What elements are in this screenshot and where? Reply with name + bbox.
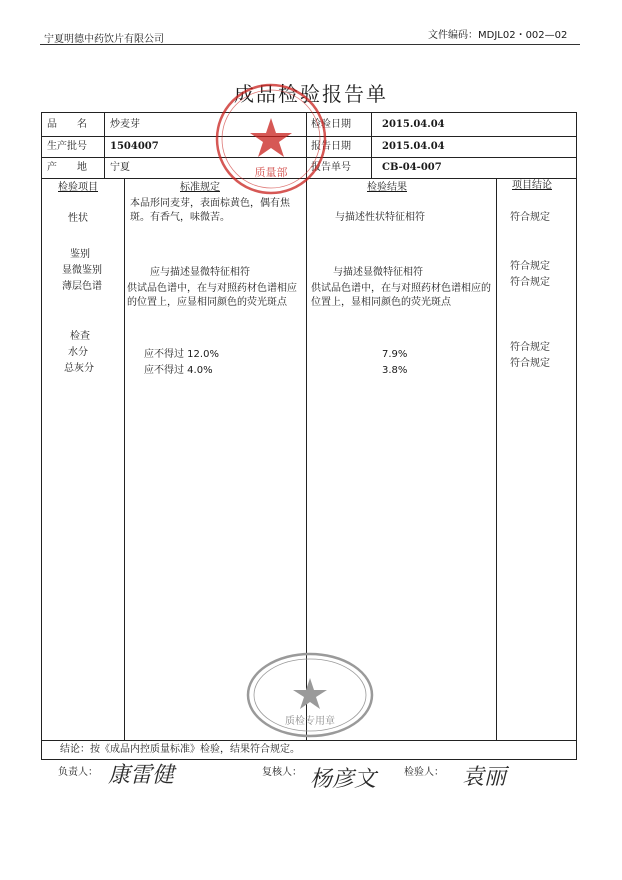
- ident-tlc-label: 薄层色谱: [62, 281, 102, 292]
- traits-label: 性状: [68, 213, 88, 224]
- company-name: 宁夏明德中药饮片有限公司: [44, 34, 164, 45]
- inspector-signature: 袁丽: [462, 765, 507, 790]
- reviewer-label: 复核人：: [262, 767, 302, 778]
- col-header-conclusion: 项目结论: [512, 180, 552, 191]
- ash-label: 总灰分: [64, 363, 94, 374]
- report-no-value: CB-04-007: [382, 162, 442, 173]
- inspector-label: 检验人：: [404, 767, 444, 778]
- ident-micro-conclusion: 符合规定: [510, 261, 550, 272]
- ash-standard: 应不得过 4.0%: [144, 365, 213, 376]
- ident-micro-label: 显微鉴别: [62, 265, 102, 276]
- name-label: 品 名: [47, 119, 87, 130]
- batch-label: 生产批号: [47, 141, 87, 152]
- reviewer-signature: 杨彦文: [310, 767, 377, 792]
- ident-micro-standard: 应与描述显微特征相符: [150, 267, 250, 278]
- ash-conclusion: 符合规定: [510, 358, 550, 369]
- col-divider: [371, 112, 372, 178]
- header-divider: [40, 44, 580, 45]
- col-divider: [496, 178, 497, 740]
- name-value: 炒麦芽: [110, 119, 140, 130]
- col-header-item: 检验项目: [58, 182, 98, 193]
- qc-seal-stamp: [244, 650, 376, 740]
- water-standard: 应不得过 12.0%: [144, 349, 219, 360]
- report-date-value: 2015.04.04: [382, 141, 445, 152]
- col-header-result: 检验结果: [367, 182, 407, 193]
- conclusion-text: 结论：按《成品内控质量标准》检验，结果符合规定。: [60, 744, 300, 755]
- report-date-label: 报告日期: [311, 141, 351, 152]
- water-label: 水分: [68, 347, 88, 358]
- conclusion-divider: [41, 740, 577, 741]
- col-divider: [124, 178, 125, 740]
- document-code: 文件编码：MDJL02・002—02: [428, 30, 568, 41]
- check-label: 检查: [70, 331, 90, 342]
- svg-text:质检专用章: 质检专用章: [285, 716, 335, 727]
- water-result: 7.9%: [382, 349, 408, 360]
- col-header-standard: 标准规定: [180, 182, 220, 193]
- responsible-signature: 康雷健: [108, 763, 175, 788]
- test-date-value: 2015.04.04: [382, 119, 445, 130]
- ash-result: 3.8%: [382, 365, 408, 376]
- report-no-label: 报告单号: [311, 162, 351, 173]
- water-conclusion: 符合规定: [510, 342, 550, 353]
- traits-conclusion: 符合规定: [510, 212, 550, 223]
- svg-text:质量部: 质量部: [254, 166, 288, 179]
- origin-label: 产 地: [47, 162, 87, 173]
- traits-standard: 本品形同麦芽，表面棕黄色，偶有焦斑。有香气，味微苦。: [130, 198, 290, 223]
- origin-value: 宁夏: [110, 162, 130, 173]
- ident-micro-result: 与描述显微特征相符: [333, 267, 423, 278]
- batch-value: 1504007: [110, 141, 159, 152]
- ident-label: 鉴别: [70, 249, 90, 260]
- traits-result: 与描述性状特征相符: [335, 212, 425, 223]
- col-divider: [104, 112, 105, 178]
- page-title: 成品检验报告单: [234, 82, 388, 106]
- responsible-label: 负责人：: [58, 767, 98, 778]
- quality-dept-stamp: [212, 80, 330, 198]
- ident-tlc-result: 供试品色谱中，在与对照药材色谱相应的位置上，显相同颜色的荧光斑点: [311, 283, 491, 308]
- ident-tlc-conclusion: 符合规定: [510, 277, 550, 288]
- test-date-label: 检验日期: [311, 119, 351, 130]
- ident-tlc-standard: 供试品色谱中，在与对照药材色谱相应的位置上，应显相同颜色的荧光斑点: [127, 283, 297, 308]
